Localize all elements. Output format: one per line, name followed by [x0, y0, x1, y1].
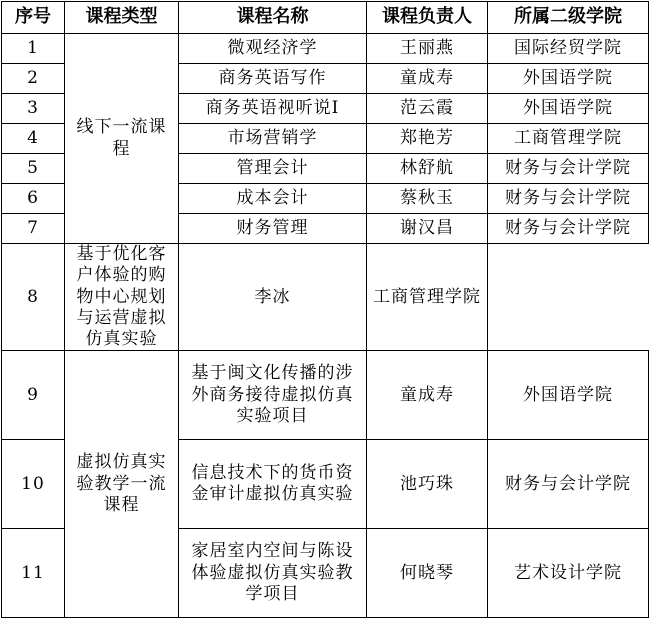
course-owner: 谢汉昌	[367, 214, 488, 244]
header-course-name: 课程名称	[179, 2, 367, 34]
college: 外国语学院	[488, 94, 649, 124]
course-name: 信息技术下的货币资金审计虚拟仿真实验	[179, 440, 367, 529]
table-row	[2, 34, 649, 64]
row-no: 6	[2, 184, 65, 214]
row-no: 10	[2, 440, 65, 529]
college: 财务与会计学院	[488, 184, 649, 214]
course-type-group: 虚拟仿真实验教学一流课程	[65, 351, 179, 618]
course-name: 微观经济学	[179, 34, 367, 64]
course-name: 基于闽文化传播的涉外商务接待虚拟仿真实验项目	[179, 351, 367, 440]
course-owner: 郑艳芳	[367, 124, 488, 154]
course-owner: 范云霞	[367, 94, 488, 124]
college: 国际经贸学院	[488, 34, 649, 64]
college: 外国语学院	[488, 351, 649, 440]
header-college: 所属二级学院	[488, 2, 649, 34]
course-type-group: 线下一流课程	[65, 34, 179, 244]
row-no: 8	[2, 244, 65, 351]
row-no: 2	[2, 64, 65, 94]
course-table	[1, 1, 649, 618]
table-row	[2, 244, 649, 351]
header-no: 序号	[2, 2, 65, 34]
course-name: 财务管理	[179, 214, 367, 244]
course-owner: 林舒航	[367, 154, 488, 184]
course-name: 商务英语视听说Ⅰ	[179, 94, 367, 124]
course-owner: 蔡秋玉	[367, 184, 488, 214]
table-row	[2, 351, 649, 440]
college: 财务与会计学院	[488, 154, 649, 184]
college: 财务与会计学院	[488, 440, 649, 529]
course-name: 管理会计	[179, 154, 367, 184]
course-owner: 童成寿	[367, 64, 488, 94]
header-course-owner: 课程负责人	[367, 2, 488, 34]
college: 工商管理学院	[367, 244, 488, 351]
row-no: 1	[2, 34, 65, 64]
course-name: 成本会计	[179, 184, 367, 214]
row-no: 7	[2, 214, 65, 244]
course-owner: 童成寿	[367, 351, 488, 440]
header-row	[2, 2, 649, 34]
row-no: 9	[2, 351, 65, 440]
header-course-type: 课程类型	[65, 2, 179, 34]
course-owner: 王丽燕	[367, 34, 488, 64]
course-name: 家居室内空间与陈设体验虚拟仿真实验教学项目	[179, 529, 367, 618]
row-no: 11	[2, 529, 65, 618]
college: 艺术设计学院	[488, 529, 649, 618]
course-owner: 何晓琴	[367, 529, 488, 618]
row-no: 3	[2, 94, 65, 124]
college: 财务与会计学院	[488, 214, 649, 244]
row-no: 4	[2, 124, 65, 154]
course-name: 市场营销学	[179, 124, 367, 154]
course-owner: 李冰	[179, 244, 367, 351]
college: 外国语学院	[488, 64, 649, 94]
course-owner: 池巧珠	[367, 440, 488, 529]
row-no: 5	[2, 154, 65, 184]
college: 工商管理学院	[488, 124, 649, 154]
course-name: 基于优化客户体验的购物中心规划与运营虚拟仿真实验	[65, 244, 179, 351]
course-name: 商务英语写作	[179, 64, 367, 94]
